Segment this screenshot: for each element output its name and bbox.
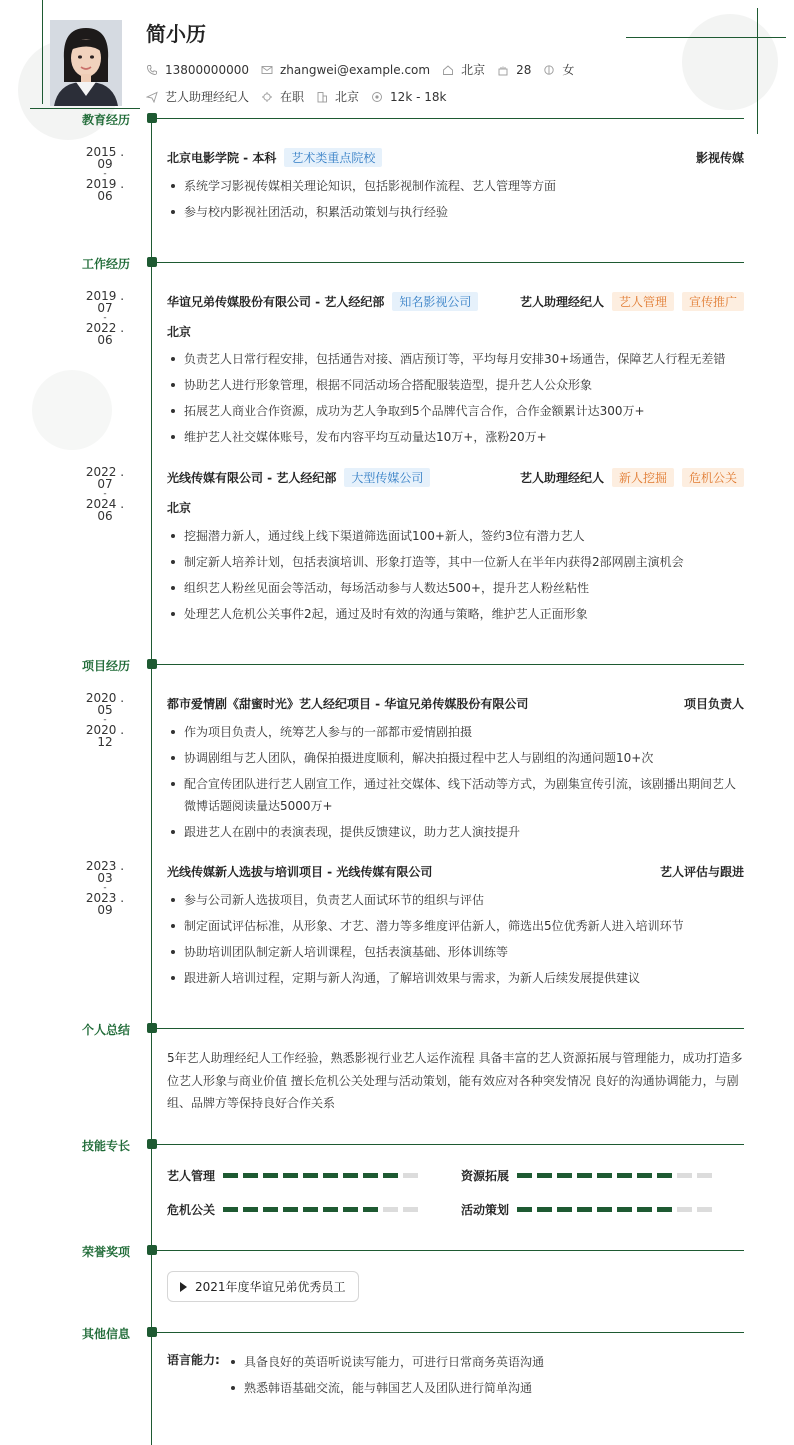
date-end: 2023 . 09 <box>85 891 125 917</box>
section-title-project: 项目经历 <box>82 659 131 673</box>
skill-segment <box>657 1207 672 1212</box>
work-bullets <box>167 525 744 629</box>
list-item: 拓展艺人商业合作资源，成功为艺人争取到5个品牌代言合作，合作金额累计达300万+ <box>167 400 744 422</box>
date-separator: - <box>103 313 107 323</box>
role-group <box>520 468 744 487</box>
list-item: 组织艺人粉丝见面会等活动，每场活动参与人数达500+，提升艺人粉丝粘性 <box>167 577 744 599</box>
skill-segment <box>263 1207 278 1212</box>
skill-segment <box>363 1173 378 1178</box>
role: 艺人助理经纪人 <box>519 471 604 485</box>
date-start: 2015 . 09 <box>85 145 125 171</box>
work-header <box>167 292 744 311</box>
major: 影视传媒 <box>695 151 744 165</box>
date-separator: - <box>103 489 107 499</box>
award-label: 2021年度华谊兄弟优秀员工 <box>195 1280 346 1294</box>
list-item: 处理艺人危机公关事件2起，通过及时有效的沟通与策略，维护艺人正面形象 <box>167 603 744 625</box>
skill-segment <box>223 1207 238 1212</box>
skill-segment <box>617 1173 632 1178</box>
email <box>261 63 430 77</box>
mail-icon <box>261 64 273 76</box>
decor-circle-mid <box>32 370 112 450</box>
skill-segment <box>243 1173 258 1178</box>
candidate-name: 简小历 <box>146 22 206 46</box>
decor-hline-left <box>30 108 140 109</box>
skill-name: 资源拓展 <box>461 1169 510 1183</box>
job-intent-row <box>146 88 458 105</box>
section-marker <box>147 1327 157 1337</box>
list-item: 协助培训团队制定新人培训课程，包括表演基础、形体训练等 <box>167 941 744 963</box>
skill-segment <box>343 1207 358 1212</box>
skill-segment <box>363 1207 378 1212</box>
skill-segment <box>637 1207 652 1212</box>
work-date <box>78 290 132 346</box>
skill-segment <box>303 1173 318 1178</box>
list-item: 系统学习影视传媒相关理论知识，包括影视制作流程、艺人管理等方面 <box>167 175 744 197</box>
gender-icon <box>543 64 555 76</box>
role-tag: 宣传推广 <box>682 292 744 311</box>
skill-level-bar <box>223 1207 423 1212</box>
role-tag: 新人挖掘 <box>612 468 674 487</box>
section-divider <box>157 664 744 665</box>
project-header <box>167 863 744 880</box>
education-bullets <box>167 175 744 227</box>
list-item: 作为项目负责人，统筹艺人参与的一部都市爱情剧拍摄 <box>167 721 744 743</box>
salary <box>371 90 446 104</box>
skill-segment <box>537 1207 552 1212</box>
building-icon <box>316 91 328 103</box>
date-end: 2020 . 12 <box>85 723 125 749</box>
list-item: 协助艺人进行形象管理，根据不同活动场合搭配服装造型，提升艺人公众形象 <box>167 374 744 396</box>
company-dept: 光线传媒有限公司 - 艺人经纪部 <box>167 471 337 485</box>
avatar <box>50 20 122 106</box>
target-city <box>316 88 359 105</box>
school-degree: 北京电影学院 - 本科 <box>167 151 277 165</box>
skill-segment <box>557 1173 572 1178</box>
section-title-skills: 技能专长 <box>82 1139 131 1153</box>
list-item: 挖掘潜力新人，通过线上线下渠道筛选面试100+新人，签约3位有潜力艺人 <box>167 525 744 547</box>
company-tag: 大型传媒公司 <box>344 468 430 487</box>
skill-name: 艺人管理 <box>167 1169 216 1183</box>
skill-segment <box>557 1207 572 1212</box>
skill-segment <box>697 1207 712 1212</box>
skill-name: 危机公关 <box>167 1203 216 1217</box>
list-item: 负责艺人日常行程安排，包括通告对接、酒店预订等，平均每月安排30+场通告，保障艺人行程无差错 <box>167 348 744 370</box>
project-title: 都市爱情剧《甜蜜时光》艺人经纪项目 - 华谊兄弟传媒股份有限公司 <box>167 697 529 711</box>
list-item: 参与校内影视社团活动，积累活动策划与执行经验 <box>167 201 744 223</box>
location <box>442 61 485 78</box>
role-group <box>520 292 744 311</box>
skill-segment <box>577 1207 592 1212</box>
work-bullets <box>167 348 744 452</box>
phone <box>146 63 249 77</box>
contact-row <box>146 61 586 78</box>
role: 艺人助理经纪人 <box>519 295 604 309</box>
decor-circle-topright <box>682 14 778 110</box>
company-dept: 华谊兄弟传媒股份有限公司 - 艺人经纪部 <box>167 295 385 309</box>
skill-segment <box>263 1173 278 1178</box>
section-divider <box>157 1250 744 1251</box>
company-tag: 知名影视公司 <box>392 292 478 311</box>
list-item: 跟进新人培训过程，定期与新人沟通，了解培训效果与需求，为新人后续发展提供建议 <box>167 967 744 989</box>
skill-level-bar <box>517 1207 717 1212</box>
skill-level-bar <box>517 1173 717 1178</box>
list-item: 维护艺人社交媒体账号，发布内容平均互动量达10万+，涨粉20万+ <box>167 426 744 448</box>
target-position-value: 艺人助理经纪人 <box>165 90 250 104</box>
skill-segment <box>597 1207 612 1212</box>
skill-segment <box>537 1173 552 1178</box>
date-separator: - <box>103 883 107 893</box>
gender-value: 女 <box>562 63 575 77</box>
skill-segment <box>223 1173 238 1178</box>
section-marker <box>147 659 157 669</box>
date-start: 2023 . 03 <box>85 859 125 885</box>
phone-value: 13800000000 <box>165 62 249 77</box>
project-title: 光线传媒新人选拔与培训项目 - 光线传媒有限公司 <box>167 865 433 879</box>
project-date <box>78 692 132 748</box>
project-bullets <box>167 889 744 993</box>
target-position <box>146 88 249 105</box>
project-header <box>167 695 744 712</box>
skill-segment <box>677 1207 692 1212</box>
skill-segment <box>657 1173 672 1178</box>
skill-segment <box>677 1173 692 1178</box>
section-title-other: 其他信息 <box>82 1327 131 1341</box>
skill-segment <box>283 1173 298 1178</box>
section-marker <box>147 257 157 267</box>
section-title-awards: 荣誉奖项 <box>82 1245 131 1259</box>
school-tag: 艺术类重点院校 <box>284 148 382 167</box>
job-status-value: 在职 <box>280 90 305 104</box>
education-header <box>167 148 744 167</box>
project-role: 艺人评估与跟进 <box>659 865 744 879</box>
decor-vline-left <box>42 0 43 104</box>
skill-segment <box>517 1207 532 1212</box>
decor-vline-right <box>757 8 758 134</box>
list-item: 配合宣传团队进行艺人剧宣工作，通过社交媒体、线下活动等方式，为剧集宣传引流，该剧播出期间艺人微博话题阅读量达5000万+ <box>167 773 744 817</box>
skill-segment <box>343 1173 358 1178</box>
section-marker <box>147 1139 157 1149</box>
age-value: 28 <box>516 62 532 77</box>
skill-segment <box>403 1173 418 1178</box>
skill-item <box>167 1167 423 1184</box>
project-date <box>78 860 132 916</box>
date-end: 2024 . 06 <box>85 497 125 523</box>
skill-segment <box>383 1173 398 1178</box>
section-divider <box>157 262 744 263</box>
work-date <box>78 466 132 522</box>
section-marker <box>147 1245 157 1255</box>
project-bullets <box>167 721 744 847</box>
date-start: 2022 . 07 <box>85 465 125 491</box>
status-icon <box>261 91 273 103</box>
list-item: 跟进艺人在剧中的表演表现，提供反馈建议，助力艺人演技提升 <box>167 821 744 843</box>
home-icon <box>442 64 454 76</box>
skill-segment <box>383 1207 398 1212</box>
list-item: 制定面试评估标准，从形象、才艺、潜力等多维度评估新人，筛选出5位优秀新人进入培训环节 <box>167 915 744 937</box>
skill-segment <box>577 1173 592 1178</box>
project-role: 项目负责人 <box>683 697 744 711</box>
email-value: zhangwei@example.com <box>279 62 431 77</box>
phone-icon <box>146 64 158 76</box>
skill-segment <box>303 1207 318 1212</box>
date-separator: - <box>103 169 107 179</box>
gender <box>543 61 574 78</box>
skill-level-bar <box>223 1173 423 1178</box>
date-end: 2019 . 06 <box>85 177 125 203</box>
role-tag: 危机公关 <box>682 468 744 487</box>
list-item: 协调剧组与艺人团队，确保拍摄进度顺利，解决拍摄过程中艺人与剧组的沟通问题10+次 <box>167 747 744 769</box>
play-icon <box>180 1282 187 1292</box>
section-marker <box>147 1023 157 1033</box>
skill-segment <box>597 1173 612 1178</box>
send-icon <box>146 91 158 103</box>
language-label: 语言能力: <box>167 1353 220 1367</box>
job-status <box>261 88 304 105</box>
section-divider <box>157 1028 744 1029</box>
skill-segment <box>697 1173 712 1178</box>
section-title-education: 教育经历 <box>82 113 131 127</box>
skill-segment <box>617 1207 632 1212</box>
work-city: 北京 <box>167 501 192 515</box>
education-date <box>78 146 132 202</box>
section-divider <box>157 1332 744 1333</box>
target-city-value: 北京 <box>335 90 360 104</box>
age <box>497 63 531 77</box>
section-divider <box>157 118 744 119</box>
skill-segment <box>323 1207 338 1212</box>
age-icon <box>497 64 509 76</box>
list-item: 熟悉韩语基础交流，能与韩国艺人及团队进行简单沟通 <box>227 1377 727 1399</box>
skill-segment <box>243 1207 258 1212</box>
summary-text: 5年艺人助理经纪人工作经验，熟悉影视行业艺人运作流程 具备丰富的艺人资源拓展与管理能力，成功打造多位艺人形象与商业价值 擅长危机公关处理与活动策划，能有效应对各种突发情况 良好的沟通协调能力，与剧组、品牌方等保持良好合作关系 <box>167 1051 743 1110</box>
date-end: 2022 . 06 <box>85 321 125 347</box>
salary-icon <box>371 91 383 103</box>
section-title-summary: 个人总结 <box>82 1023 131 1037</box>
skill-segment <box>403 1207 418 1212</box>
date-start: 2020 . 05 <box>85 691 125 717</box>
section-divider <box>157 1144 744 1145</box>
list-item: 制定新人培养计划，包括表演培训、形象打造等，其中一位新人在半年内获得2部网剧主演机会 <box>167 551 744 573</box>
date-start: 2019 . 07 <box>85 289 125 315</box>
location-value: 北京 <box>461 63 486 77</box>
skill-name: 活动策划 <box>461 1203 510 1217</box>
decor-hline-right <box>626 37 786 38</box>
skill-item <box>461 1201 717 1218</box>
skill-segment <box>323 1173 338 1178</box>
list-item: 具备良好的英语听说读写能力，可进行日常商务英语沟通 <box>227 1351 727 1373</box>
language-list <box>227 1351 727 1403</box>
section-marker <box>147 113 157 123</box>
award-item[interactable] <box>167 1271 359 1302</box>
list-item: 参与公司新人选拔项目，负责艺人面试环节的组织与评估 <box>167 889 744 911</box>
role-tag: 艺人管理 <box>612 292 674 311</box>
section-title-work: 工作经历 <box>82 257 131 271</box>
work-city: 北京 <box>167 325 192 339</box>
skill-segment <box>517 1173 532 1178</box>
skill-item <box>461 1167 717 1184</box>
work-header <box>167 468 744 487</box>
skill-item <box>167 1201 423 1218</box>
skill-segment <box>637 1173 652 1178</box>
salary-value: 12k - 18k <box>390 89 447 104</box>
skill-segment <box>283 1207 298 1212</box>
date-separator: - <box>103 715 107 725</box>
